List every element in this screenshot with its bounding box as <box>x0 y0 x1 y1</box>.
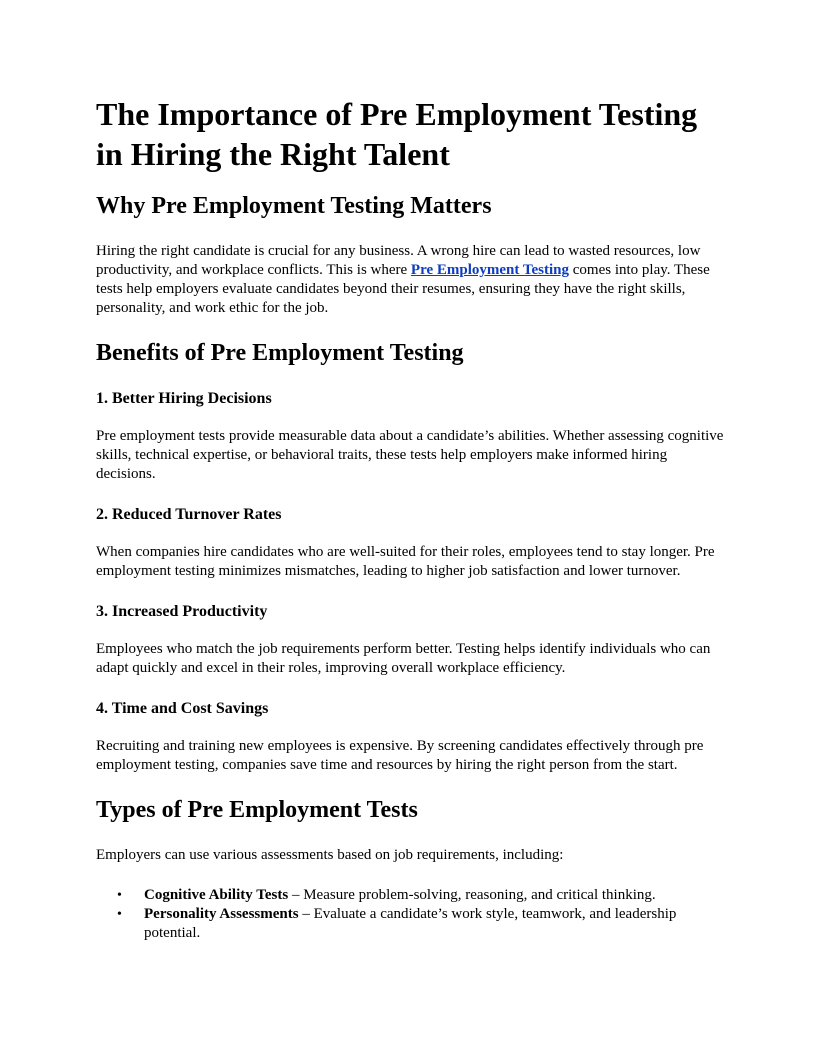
benefit-heading-4: 4. Time and Cost Savings <box>96 700 269 717</box>
benefit-heading-1: 1. Better Hiring Decisions <box>96 390 272 407</box>
benefit-text-4: Recruiting and training new employees is expensive. By screening candidates effectively through pre employment testing, companies save time and resources by hiring the right person from the start. <box>96 738 704 773</box>
bullet-icon: • <box>117 907 122 922</box>
why-text-after: comes into play. These tests help employers evaluate candidates beyond their resumes, ensuring they have the right skills, personality, and work ethic for the job. <box>96 262 710 316</box>
benefit-text-1: Pre employment tests provide measurable data about a candidate’s abilities. Whether assessing cognitive skills, technical expertise, or behavioral traits, these tests help employers make informed hiring decisions. <box>96 428 724 482</box>
list-item-desc: – Measure problem-solving, reasoning, and critical thinking. <box>288 887 656 903</box>
benefit-text-2: When companies hire candidates who are well-suited for their roles, employees tend to stay longer. Pre employment testing minimizes mismatches, leading to higher job satisfaction and lower turnover. <box>96 544 715 579</box>
section-heading-why: Why Pre Employment Testing Matters <box>96 193 492 219</box>
list-item-term: Personality Assessments <box>144 906 299 922</box>
why-text-before: Hiring the right candidate is crucial for any business. A wrong hire can lead to wasted resources, low productivity, and workplace conflicts. This is where <box>96 243 701 278</box>
section-heading-benefits: Benefits of Pre Employment Testing <box>96 340 464 366</box>
pre-employment-testing-link[interactable]: Pre Employment Testing <box>410 262 569 278</box>
section-why-paragraph <box>96 242 724 318</box>
bullet-icon: • <box>117 888 122 903</box>
list-item <box>96 905 724 943</box>
benefit-text-3: Employees who match the job requirements perform better. Testing helps identify individuals who can adapt quickly and excel in their roles, improving overall workplace efficiency. <box>96 641 711 676</box>
document-title: The Importance of Pre Employment Testing in Hiring the Right Talent <box>96 96 698 172</box>
list-item-term: Cognitive Ability Tests <box>144 887 289 903</box>
types-intro: Employers can use various assessments based on job requirements, including: <box>96 847 564 863</box>
list-item-desc: – Evaluate a candidate’s work style, teamwork, and leadership potential. <box>144 906 677 941</box>
list-item <box>96 886 724 905</box>
benefit-heading-3: 3. Increased Productivity <box>96 603 268 620</box>
document-page <box>96 94 724 943</box>
section-heading-types: Types of Pre Employment Tests <box>96 797 418 823</box>
test-types-list <box>96 886 724 943</box>
benefit-heading-2: 2. Reduced Turnover Rates <box>96 506 282 523</box>
